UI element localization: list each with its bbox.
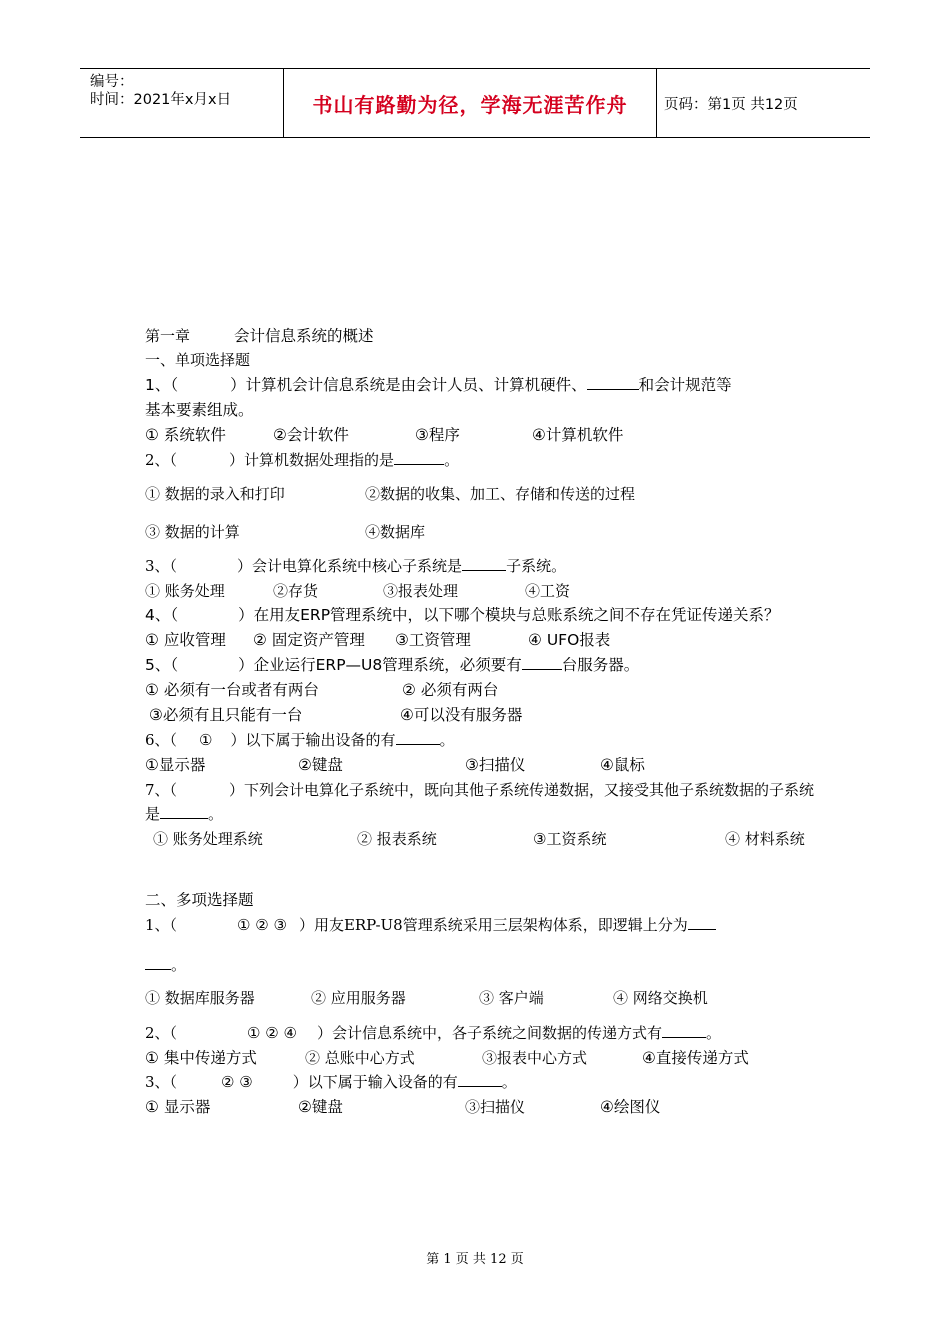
option: ① 系统软件 xyxy=(145,426,226,444)
option: ①显示器 xyxy=(145,756,206,774)
s1-q4-text: 4、（ ）在用友ERP管理系统中，以下哪个模块与总账系统之间不存在凭证传递关系？ xyxy=(145,606,780,624)
s2-q3-text: 3、（ ② ③ ）以下属于输入设备的有 。 xyxy=(145,1073,517,1091)
answer-blank xyxy=(662,1023,706,1038)
header-motto: 书山有路勤为径，学海无涯苦作舟 xyxy=(312,92,628,117)
answer-blank xyxy=(396,730,440,745)
option: ④ UFO报表 xyxy=(528,631,611,649)
option: ② 固定资产管理 xyxy=(253,631,365,649)
option: ②存货 xyxy=(273,582,319,600)
option: ④直接传递方式 xyxy=(642,1049,749,1067)
answer-blank xyxy=(587,375,639,390)
option: ②键盘 xyxy=(298,756,343,774)
option: ④数据库 xyxy=(365,523,426,541)
s1-q7-text: 7、（ ）下列会计电算化子系统中，既向其他子系统传递数据，又接受其他子系统数据的子系统 xyxy=(145,781,815,799)
option: ④可以没有服务器 xyxy=(400,706,523,724)
header-motto-cell xyxy=(283,69,657,137)
number-label: 编号： xyxy=(90,74,134,90)
option: ③必须有且只能有一台 xyxy=(149,706,303,724)
option: ④绘图仪 xyxy=(600,1098,661,1116)
option: ③扫描仪 xyxy=(465,1098,526,1116)
answer-blank xyxy=(160,804,208,819)
option: ① 集中传递方式 xyxy=(145,1049,257,1067)
s1-q5-text: 5、（ ）企业运行ERP—U8管理系统，必须要有 台服务器。 xyxy=(145,656,640,674)
option: ① 账务处理系统 xyxy=(153,830,263,848)
option: ③工资系统 xyxy=(533,830,607,848)
chapter-title: 会计信息系统的概述 xyxy=(234,327,374,345)
time-label: 时间：2021年x月x日 xyxy=(90,92,232,108)
header-page-cell xyxy=(656,69,870,137)
s1-q6-text: 6、（ ① ）以下属于输出设备的有 。 xyxy=(145,731,455,749)
section2-title: 二、多项选择题 xyxy=(145,891,254,909)
option: ① 数据库服务器 xyxy=(145,989,255,1007)
answer-blank xyxy=(145,955,171,970)
option: ④鼠标 xyxy=(600,756,645,774)
s1-q7-text-line2: 是 。 xyxy=(145,805,224,823)
option: ④ 材料系统 xyxy=(725,830,805,848)
s1-q3-text: 3、（ ）会计电算化系统中核心子系统是 子系统。 xyxy=(145,557,567,575)
s2-q1-text-line2: 。 xyxy=(145,955,186,975)
s2-q2-text: 2、（ ① ② ④ ）会计信息系统中，各子系统之间数据的传递方式有 。 xyxy=(145,1024,721,1042)
s1-q1-text-line2: 基本要素组成。 xyxy=(145,401,254,419)
s1-q1-text: 1、（ ）计算机会计信息系统是由会计人员、计算机硬件、 和会计规范等 xyxy=(145,376,732,394)
page-header xyxy=(80,68,870,138)
option: ③报表中心方式 xyxy=(482,1049,588,1067)
s2-q3-answer: ② ③ xyxy=(221,1073,253,1091)
option: ②键盘 xyxy=(298,1098,343,1116)
option: ②数据的收集、加工、存储和传送的过程 xyxy=(365,485,636,503)
option: ③ 数据的计算 xyxy=(145,523,240,541)
option: ④ 网络交换机 xyxy=(613,989,708,1007)
option: ②会计软件 xyxy=(273,426,349,444)
s2-q2-answer: ① ② ④ xyxy=(247,1024,297,1042)
page-footer: 第 1 页 共 12 页 xyxy=(426,1252,524,1267)
option: ① 必须有一台或者有两台 xyxy=(145,681,319,699)
answer-blank xyxy=(458,1072,502,1087)
header-meta xyxy=(80,69,283,137)
option: ③ 客户端 xyxy=(479,989,544,1007)
option: ② 报表系统 xyxy=(357,830,437,848)
option: ① 数据的录入和打印 xyxy=(145,485,285,503)
answer-blank xyxy=(688,915,716,930)
s2-q1-answer: ① ② ③ xyxy=(237,916,287,934)
s2-q1-text: 1、（ ① ② ③ ）用友ERP-U8管理系统采用三层架构体系，即逻辑上分为 xyxy=(145,915,716,935)
answer-blank xyxy=(462,556,506,571)
option: ① 账务处理 xyxy=(145,582,225,600)
option: ④工资 xyxy=(525,582,571,600)
answer-blank xyxy=(394,450,444,465)
chapter-label: 第一章 xyxy=(145,327,191,345)
option: ④计算机软件 xyxy=(532,426,624,444)
option: ③程序 xyxy=(415,426,460,444)
q6-answer: ① xyxy=(199,731,213,749)
option: ② 总账中心方式 xyxy=(305,1049,415,1067)
option: ① 应收管理 xyxy=(145,631,226,649)
option: ③工资管理 xyxy=(395,631,471,649)
chapter-heading xyxy=(145,326,374,346)
section1-title: 一、单项选择题 xyxy=(145,351,251,369)
option: ③报表处理 xyxy=(383,582,459,600)
option: ② 必须有两台 xyxy=(402,681,499,699)
option: ③扫描仪 xyxy=(465,756,526,774)
header-page-info: 页码：第1页 共12页 xyxy=(664,96,798,113)
s1-q2-text: 2、（ ）计算机数据处理指的是 。 xyxy=(145,451,460,469)
answer-blank xyxy=(522,655,562,670)
option: ① 显示器 xyxy=(145,1098,211,1116)
option: ② 应用服务器 xyxy=(311,989,406,1007)
